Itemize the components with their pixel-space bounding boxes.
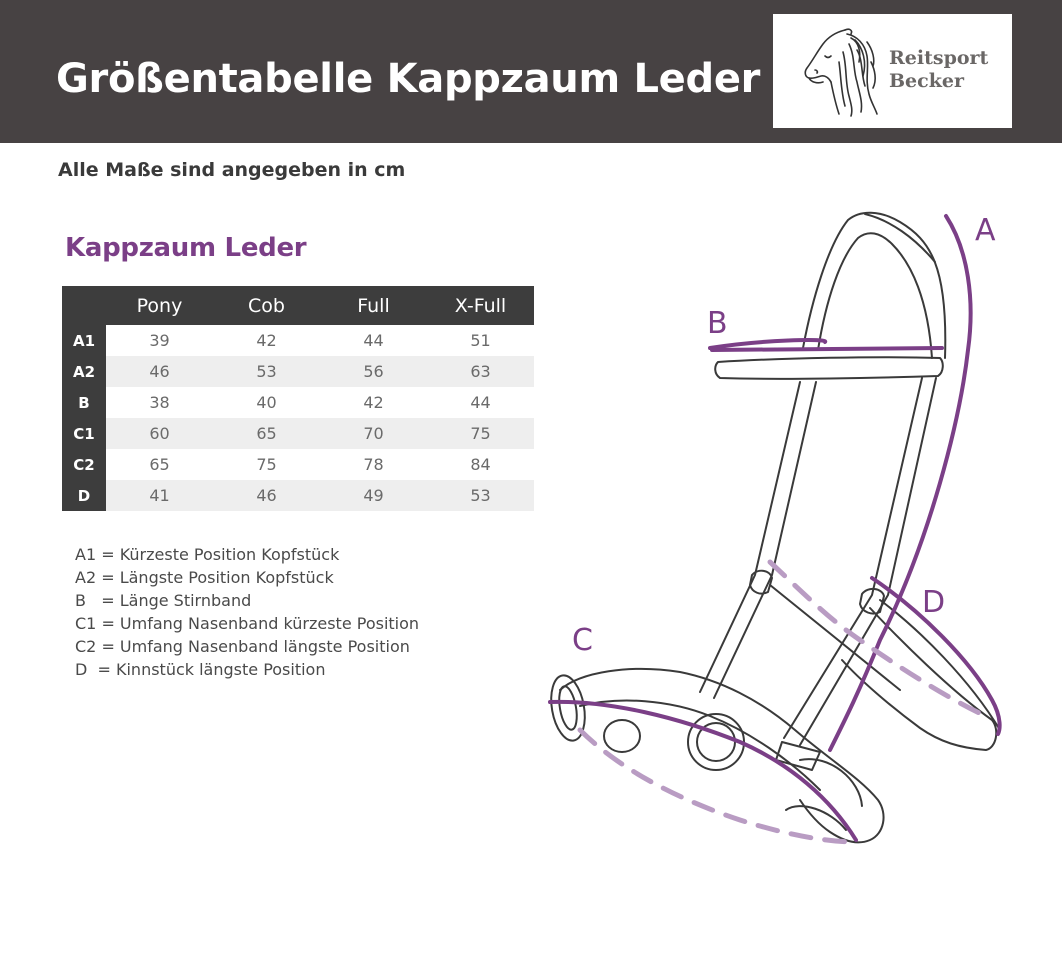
table-cell: 39 [106,325,213,356]
table-cell: 75 [427,418,534,449]
table-cell: 56 [320,356,427,387]
measurement-legend [75,543,419,681]
header-bar [0,0,1062,143]
table-cell: 53 [213,356,320,387]
table-cell: 46 [106,356,213,387]
table-row [62,356,534,387]
table-title: Kappzaum Leder [65,233,307,263]
brand-name [889,47,988,93]
label-b: B [707,306,728,341]
legend-item: A1 = Kürzeste Position Kopfstück [75,545,340,564]
legend-item: A2 = Längste Position Kopfstück [75,568,334,587]
table-cell: 42 [213,325,320,356]
table-row [62,480,534,511]
label-c: C [572,623,593,658]
legend-item: D = Kinnstück längste Position [75,660,326,679]
table-cell: 40 [213,387,320,418]
table-cell: 65 [213,418,320,449]
cavesson-diagram [540,200,1020,860]
legend-item: B = Länge Stirnband [75,591,252,610]
table-row [62,387,534,418]
units-note: Alle Maße sind angegeben in cm [58,159,406,181]
row-label: A1 [62,325,106,356]
column-header-x-full: X-Full [427,286,534,325]
row-label: C2 [62,449,106,480]
brand-name-line2: Becker [889,70,964,92]
table-cell: 51 [427,325,534,356]
table-cell: 75 [213,449,320,480]
column-header-pony: Pony [106,286,213,325]
measure-line-c [550,702,856,840]
legend-item: C2 = Umfang Nasenband längste Position [75,637,410,656]
legend-item: C1 = Umfang Nasenband kürzeste Position [75,614,420,633]
column-header-cob: Cob [213,286,320,325]
table-cell: 78 [320,449,427,480]
horse-head-icon [801,22,881,120]
table-row [62,325,534,356]
table-cell: 46 [213,480,320,511]
column-header-full: Full [320,286,427,325]
table-row [62,418,534,449]
table-cell: 42 [320,387,427,418]
size-table [62,286,534,511]
brand-logo [773,14,1012,128]
label-a: A [975,213,996,248]
table-cell: 63 [427,356,534,387]
table-cell: 44 [320,325,427,356]
table-cell: 44 [427,387,534,418]
row-label: C1 [62,418,106,449]
table-cell: 38 [106,387,213,418]
table-header-row [62,286,534,325]
table-row [62,449,534,480]
table-cell: 49 [320,480,427,511]
brand-name-line1: Reitsport [889,47,989,69]
page-title: Größentabelle Kappzaum Leder [56,56,761,102]
table-cell: 70 [320,418,427,449]
table-cell: 53 [427,480,534,511]
table-cell: 65 [106,449,213,480]
label-d: D [922,585,946,620]
table-corner-cell [62,286,106,325]
row-label: B [62,387,106,418]
table-cell: 60 [106,418,213,449]
cavesson-outline [547,213,1000,843]
measure-line-b [710,340,942,350]
table-cell: 41 [106,480,213,511]
table-cell: 84 [427,449,534,480]
row-label: D [62,480,106,511]
row-label: A2 [62,356,106,387]
